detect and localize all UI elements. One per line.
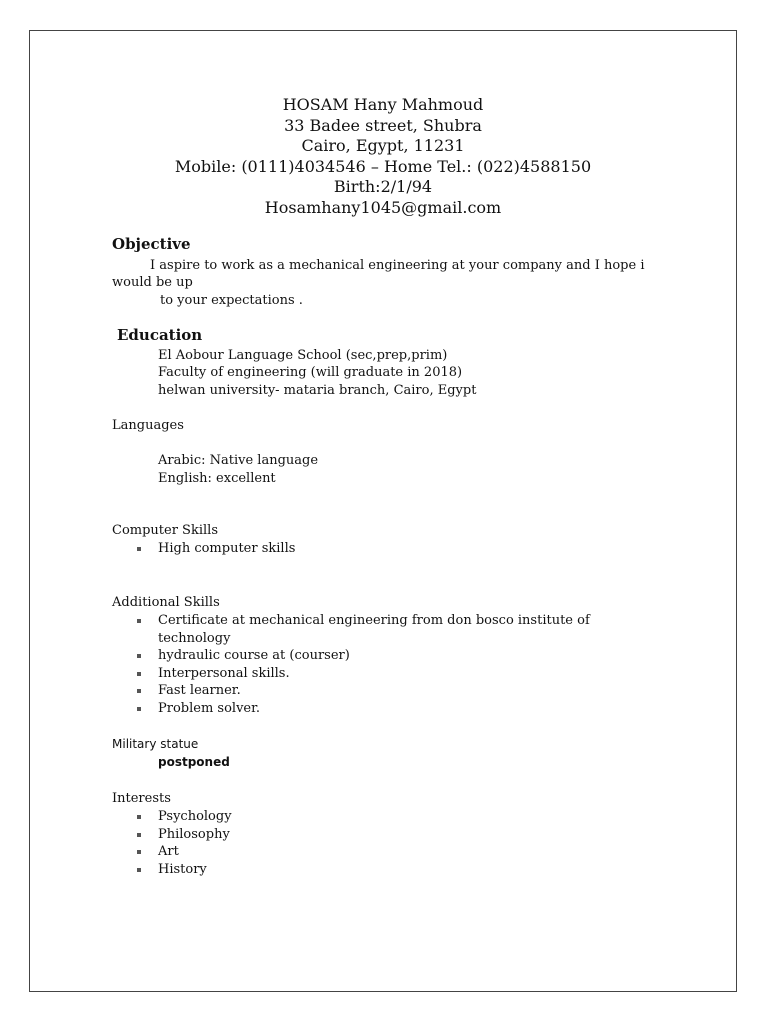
education-item: Faculty of engineering (will graduate in 2018) [158,365,463,380]
list-item: Psychology [113,808,232,826]
computer-skills-heading: Computer Skills [112,523,218,538]
languages-heading: Languages [112,418,184,433]
list-item: History [113,861,232,879]
language-item: English: excellent [158,471,276,486]
additional-skills-list [113,612,590,717]
bullet-icon [137,619,141,623]
bullet-icon [137,707,141,711]
list-item: hydraulic course at (courser) [113,647,590,665]
military-heading: Military statue [112,737,199,751]
contact-header [30,95,736,218]
interests-heading: Interests [112,791,171,806]
list-item: High computer skills [113,540,295,558]
computer-skills-list [113,540,295,558]
education-item: El Aobour Language School (sec,prep,prim) [158,348,448,363]
objective-line-3: to your expectations . [160,293,303,308]
list-item: Art [113,843,232,861]
interests-list [113,808,232,878]
bullet-icon [137,547,141,551]
bullet-icon [137,833,141,837]
birth-date: Birth:2/1/94 [333,177,433,196]
list-item: Fast learner. [113,682,590,700]
language-item: Arabic: Native language [158,453,319,468]
address-line-2: Cairo, Egypt, 11231 [301,136,465,155]
list-item: Interpersonal skills. [113,665,590,683]
objective-heading: Objective [112,235,191,253]
bullet-icon [137,850,141,854]
objective-line-2: would be up [112,275,193,290]
resume-page [29,30,737,992]
list-item: Problem solver. [113,700,590,718]
list-item-continuation: technology [158,630,231,646]
address-line-1: 33 Badee street, Shubra [284,115,482,135]
objective-line-1: I aspire to work as a mechanical engineering at your company and I hope i [150,258,645,273]
military-status-value: postponed [158,755,230,769]
bullet-icon [137,689,141,693]
email-address: Hosamhany1045@gmail.com [264,197,502,217]
bullet-icon [137,868,141,872]
education-item: helwan university- mataria branch, Cairo, Egypt [158,383,477,398]
list-item: Certificate at mechanical engineering from don bosco institute of [113,612,590,630]
education-heading: Education [117,326,203,344]
additional-skills-heading: Additional Skills [112,595,220,610]
bullet-icon [137,654,141,658]
phone-numbers: Mobile: (0111)4034546 – Home Tel.: (022)4588150 [174,156,592,176]
full-name: HOSAM Hany Mahmoud [282,95,484,114]
list-item: Philosophy [113,826,232,844]
bullet-icon [137,672,141,676]
bullet-icon [137,815,141,819]
